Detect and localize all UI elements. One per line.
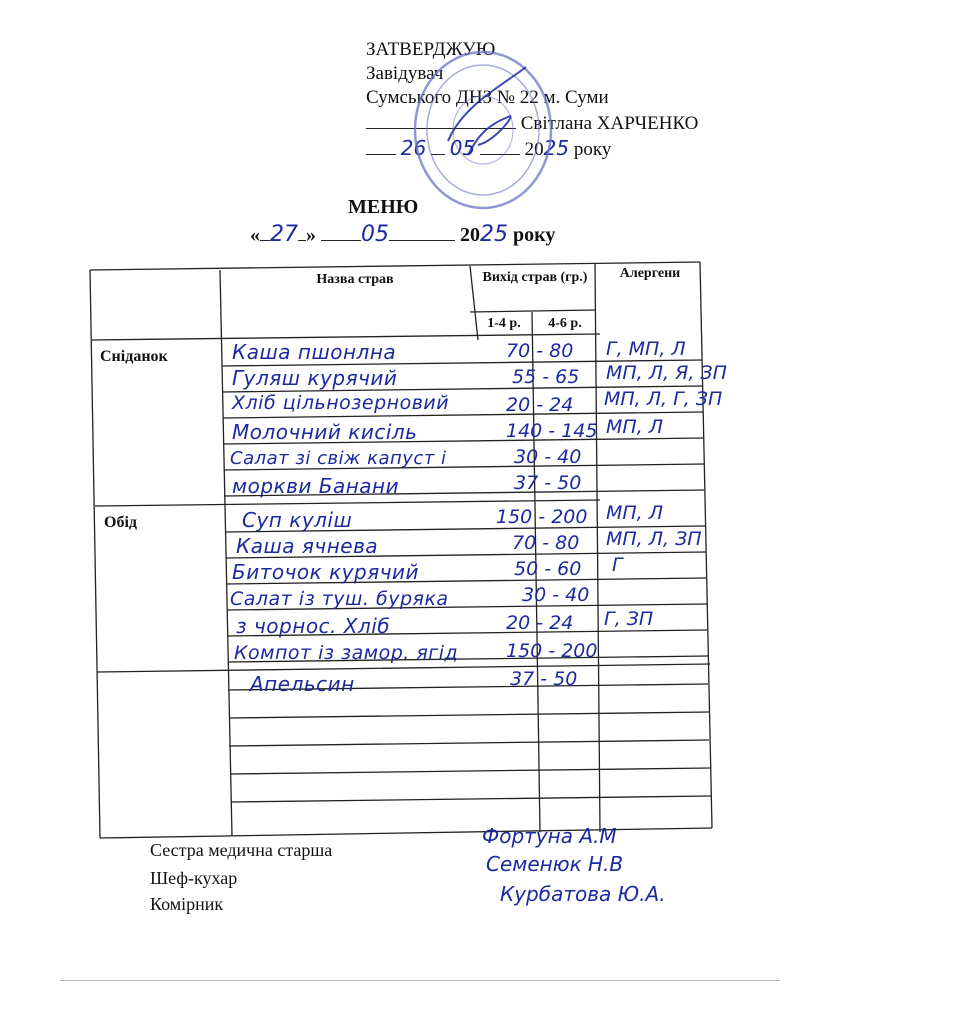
row-qty: 150 - 200 — [506, 640, 598, 662]
nurse-signature: Фортуна А.М — [482, 824, 617, 848]
row-qty: 37 - 50 — [510, 668, 578, 690]
row-qty: 55 - 65 — [512, 366, 580, 388]
row-qty: 150 - 200 — [496, 506, 588, 528]
row-dish: Салат із туш. буряка — [230, 588, 449, 610]
approval-title: ЗАТВЕРДЖУЮ — [366, 39, 496, 60]
row-allergens: Г, МП, Л — [606, 338, 686, 360]
menu-quote-open: « — [250, 224, 260, 246]
row-allergens: МП, Л — [606, 502, 664, 524]
row-dish: Салат зі свіж капуст і — [230, 448, 447, 469]
row-dish: Каша ячнева — [236, 534, 379, 558]
row-allergens: Г, ЗП — [604, 608, 654, 630]
row-dish: Апельсин — [250, 672, 355, 696]
approval-month: 05 — [449, 136, 476, 160]
row-dish: Компот із замор. ягід — [234, 642, 459, 664]
row-qty: 70 - 80 — [506, 340, 574, 362]
menu-year-word: року — [513, 224, 556, 246]
row-dish: моркви Банани — [232, 474, 400, 498]
menu-year-prefix: 20 — [460, 224, 480, 246]
row-dish: Молочний кисіль — [232, 420, 418, 444]
bottom-rule — [60, 980, 780, 981]
menu-quote-close: » — [306, 224, 316, 246]
menu-month: 05 — [361, 222, 389, 247]
col-allergens-header: Алергени — [619, 266, 681, 281]
chef-signature: Семенюк Н.В — [486, 852, 624, 876]
row-dish: Каша пшонлна — [232, 340, 397, 364]
row-qty: 140 - 145 — [506, 420, 598, 442]
row-dish: Гуляш курячий — [232, 366, 398, 390]
chef-role: Шеф-кухар — [150, 868, 238, 888]
approval-year-word: року — [573, 139, 612, 160]
storekeeper-signature: Курбатова Ю.А. — [500, 882, 666, 906]
approval-year-prefix: 20 — [524, 139, 544, 160]
nurse-role: Сестра медична старша — [150, 840, 333, 860]
col-output-header: Вихід страв (гр.) — [482, 270, 588, 285]
menu-day: 27 — [270, 222, 298, 247]
row-qty: 70 - 80 — [512, 532, 580, 554]
menu-year-suffix: 25 — [480, 222, 508, 247]
row-allergens: МП, Л, Я, ЗП — [606, 362, 727, 384]
menu-title: МЕНЮ — [348, 196, 419, 218]
section-breakfast: Сніданок — [100, 348, 168, 365]
row-qty: 30 - 40 — [514, 446, 582, 468]
row-dish: Хліб цільнозерновий — [232, 392, 450, 414]
row-allergens: Г — [612, 554, 623, 576]
row-qty: 20 - 24 — [506, 612, 574, 634]
row-dish: Суп куліш — [242, 508, 353, 532]
storekeeper-role: Комірник — [150, 894, 224, 914]
col-age2-header: 4-6 р. — [548, 316, 582, 331]
row-qty: 20 - 24 — [506, 394, 574, 416]
col-age1-header: 1-4 р. — [487, 316, 521, 331]
approval-day: 26 — [400, 136, 427, 160]
row-qty: 37 - 50 — [514, 472, 582, 494]
row-allergens: МП, Л, Г, ЗП — [604, 388, 723, 410]
row-dish: з чорнос. Хліб — [236, 614, 391, 638]
approval-year-suffix: 25 — [543, 136, 570, 160]
row-dish: Биточок курячий — [232, 560, 420, 584]
section-lunch: Обід — [104, 514, 137, 531]
approval-name: Світлана ХАРЧЕНКО — [520, 113, 699, 134]
approval-org: Сумського ДНЗ № 22 м. Суми — [366, 87, 609, 108]
row-allergens: МП, Л, ЗП — [606, 528, 702, 550]
row-qty: 30 - 40 — [522, 584, 590, 606]
approval-position: Завідувач — [366, 63, 444, 84]
row-qty: 50 - 60 — [514, 558, 582, 580]
row-allergens: МП, Л — [606, 416, 664, 438]
col-dish-header: Назва страв — [316, 272, 394, 287]
